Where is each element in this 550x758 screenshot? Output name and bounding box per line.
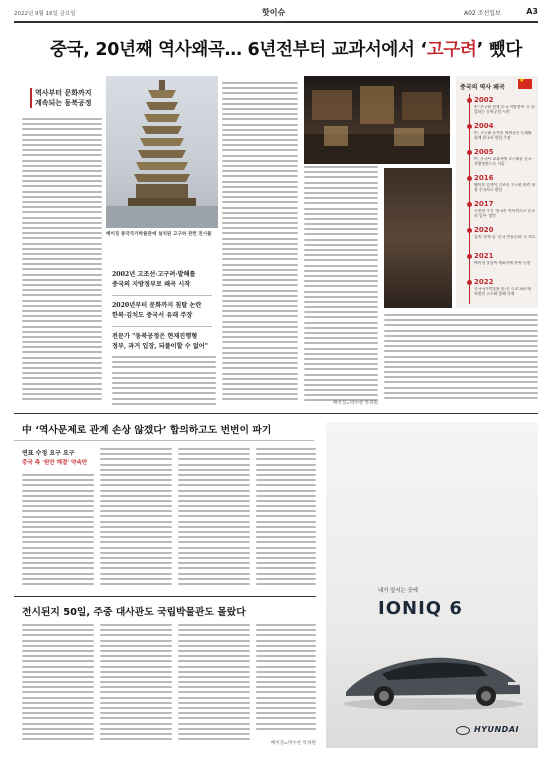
bottom-body-col3 [178, 624, 250, 746]
pull-quote-5: 전문가 "동북공정은 현재진행형 [112, 333, 198, 340]
ad-brand: HYUNDAI [474, 725, 519, 734]
timeline-text: 중국국가박물관 한·중 수교 30주년 특별전 고구려 발해 삭제 [474, 287, 532, 296]
timeline-text: 웨이보 검색어 고조선 고구려 관련 내용 중국사로 편입 [474, 183, 536, 192]
museum-photo-lower [384, 168, 452, 308]
museum-caption-lines [384, 314, 538, 408]
top-headline-prefix: 중국, 20년째 역사왜곡… 6년전부터 교과서에서 ‘ [50, 40, 427, 60]
pagoda-photo [106, 76, 218, 228]
top-subhead [30, 88, 102, 108]
top-headline-suffix: ’ 뺐다 [476, 40, 522, 60]
top-body-col4 [304, 166, 378, 408]
bottom-body-col4 [256, 624, 316, 736]
timeline-year: 2017 [474, 200, 494, 208]
pull-quotes [112, 270, 216, 352]
middle-body-col4 [256, 448, 316, 590]
masthead-paper-name: 조선일보 [477, 10, 501, 17]
timeline-dot [467, 124, 472, 129]
pagoda-icon [106, 76, 218, 228]
timeline-year: 2016 [474, 174, 494, 182]
middle-body-col1 [22, 474, 94, 590]
top-body-col1 [22, 118, 102, 408]
bottom-body-col2 [100, 624, 172, 746]
masthead-page: A3 [526, 7, 538, 16]
pull-quote-1: 2002년 고조선·고구려·발해를 [112, 271, 196, 278]
bottom-body-col1 [22, 624, 94, 746]
masthead-paper: A02 조선일보 [464, 10, 501, 17]
timeline-dot [467, 176, 472, 181]
pull-quote-4: 한복·김치도 중국서 유래 주장 [112, 312, 193, 319]
museum-photo [304, 76, 450, 164]
masthead-date: 2022년 9월 16일 금요일 [14, 11, 76, 17]
ad-tagline: 내가 앞서는 곳에 [378, 588, 418, 594]
timeline-title: 중국의 역사 왜곡 [460, 84, 505, 91]
timeline-year: 2022 [474, 278, 494, 286]
timeline-year: 2004 [474, 122, 494, 130]
timeline-dot [467, 202, 472, 207]
ioniq-ad[interactable] [326, 422, 538, 748]
middle-sidebar-title: 연표 수정 요구 요구 [22, 450, 75, 457]
timeline-dot [467, 150, 472, 155]
car-image [338, 634, 528, 714]
middle-sidebar-sub: 중국 측 '원만 해결' 약속만 [22, 460, 88, 466]
ad-model: IONIQ 6 [378, 598, 463, 619]
middle-body-col3 [178, 448, 250, 590]
timeline-text: 베이징 올림픽 개회식에 한복 등장 [474, 261, 531, 265]
bottom-byline: 베이징=박수찬 특파원 [270, 741, 316, 746]
timeline-text: 김치 '한복'을 '중국 전통문화' 로 보도 [474, 235, 536, 239]
timeline-year: 2005 [474, 148, 494, 156]
middle-body-col2 [100, 448, 172, 590]
timeline-dot [467, 98, 472, 103]
timeline-text: 시진핑 주석 '한국은 역사적으로 중국의 일부' 발언 [474, 209, 535, 218]
pull-quote-3: 2020년부터 문화까지 침탈 논란 [112, 302, 202, 309]
top-body-col3 [222, 82, 298, 408]
masthead [14, 6, 538, 20]
china-flag-icon: ★ [518, 79, 532, 89]
pagoda-caption-text: 베이징 중국국가박물관에 설치된 고구려 관련 전시물 [106, 232, 212, 237]
timeline-text: 中 '고구려 현재 중국 지방정부' 로 편입하는 동북공정 시작 [474, 105, 535, 114]
timeline-year: 2021 [474, 252, 494, 260]
top-subhead-line1: 역사부터 문화까지 [35, 89, 92, 97]
top-headline-highlight: 고구려 [426, 40, 477, 60]
timeline-year: 2002 [474, 96, 494, 104]
timeline-year: 2020 [474, 226, 494, 234]
pull-quote-2: 중국의 지방정부로 왜곡 시작 [112, 281, 191, 288]
bottom-headline: 전시된지 50일, 주중 대사관도 국립박물관도 몰랐다 [22, 607, 246, 618]
timeline-text: 中, 고구려 유적지 세계유산 등재와 함께 한국사 편입 주장 [474, 131, 532, 140]
masthead-section: 핫이슈 [262, 8, 286, 17]
timeline-dot [467, 280, 472, 285]
timeline-dot [467, 228, 472, 233]
pull-quote-6: 정부, 과거 입장, 되풀이할 수 없어" [112, 343, 209, 350]
hyundai-logo-icon [456, 726, 470, 735]
top-body-col2 [112, 356, 216, 408]
pagoda-photo-caption [106, 232, 218, 238]
top-headline [50, 36, 522, 61]
top-byline: 베이징=박수찬 특파원 [332, 401, 378, 406]
timeline-text: 中, 중국사 교과서에 고구려를 중국 지방정권으로 서술 [474, 157, 532, 166]
timeline-dot [467, 254, 472, 259]
top-subhead-line2: 계속되는 동북공정 [35, 99, 92, 107]
middle-headline: 中 ‘역사문제로 관계 손상 않겠다’ 합의하고도 번번이 파기 [22, 425, 272, 436]
